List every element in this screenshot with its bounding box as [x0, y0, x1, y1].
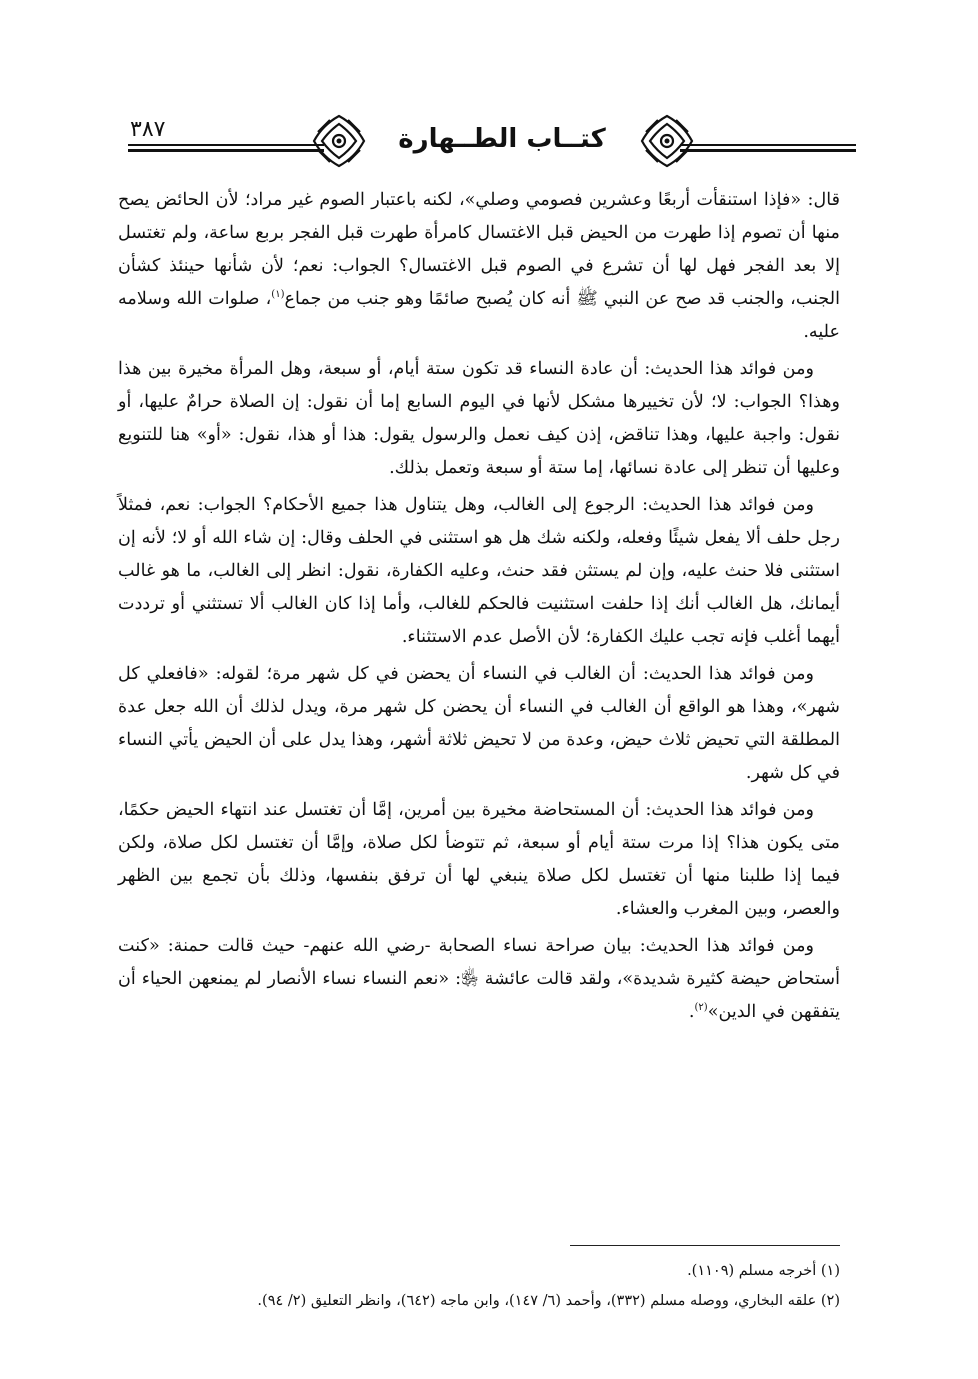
- footnote-ref-1: (١): [271, 289, 285, 301]
- paragraph-1: [118, 184, 840, 349]
- body-text: [118, 184, 840, 1029]
- footnotes: [118, 1256, 840, 1316]
- header-rule-right-thick: [680, 149, 856, 152]
- ornament-left-icon: [310, 112, 368, 170]
- page-number: ٣٨٧: [130, 117, 166, 142]
- footnote-ref-2: (٢): [694, 1002, 708, 1014]
- paragraph-2: ومن فوائد هذا الحديث: أن عادة النساء قد تكون ستة أيام، أو سبعة، وهل المرأة مخيرة بين هذا وهذا؟ الجواب: لا؛ لأن تخييرها مشكل لأنها في اليوم السابع إما أن نقول: إن الصلاة حرامٌ عليها، أو نقول: واجبة عليها، وهذا تناقض، إذن كيف نعمل والرسول يقول: هذا أو هذا، نقول: «أو» هنا للتنويع وعليها أن تنظر إلى عادة نسائها، إما ستة أو سبعة وتعمل بذلك.: [118, 359, 840, 478]
- paragraph-1-tail: ، صلوات الله وسلامه عليه.: [118, 289, 840, 342]
- header-rule-right: [680, 144, 856, 146]
- paragraph-5: ومن فوائد هذا الحديث: أن المستحاضة مخيرة بين أمرين، إمَّا أن تغتسل عند انتهاء الحيض حكمًا، متى يكون هذا؟ إذا مرت ستة أيام أو سبعة، ثم تتوضأ لكل صلاة، وإمَّا أن تغتسل لكل صلاة، ولكن فيما إذا طلبنا منها أن تغتسل لكل صلاة ينبغي لها أن ترفق بنفسها، وذلك بأن تجمع بين الظهر والعصر، وبين المغرب والعشاء.: [118, 800, 840, 919]
- paragraph-6-tail: .: [688, 1002, 695, 1022]
- ornament-right-icon: [638, 112, 696, 170]
- header-rule-left: [128, 144, 324, 146]
- paragraph-6-text: ومن فوائد هذا الحديث: بيان صراحة نساء الصحابة -رضي الله عنهم- حيث قالت حمنة: «كنت أستحاض حيضة كثيرة شديدة»، ولقد قالت عائشة ﵂: «نعم النساء نساء الأنصار لم يمنعهن الحياء أن يتفقهن في الدين»: [118, 936, 840, 1022]
- footnote-2: (٢) علقه البخاري، ووصله مسلم (٣٣٢)، وأحمد (٦/ ١٤٧)، وابن ماجه (٦٤٢)، وانظر التعليق (٢/ ٩٤).: [257, 1293, 840, 1309]
- paragraph-1-text: قال: «فإذا استنقأت أربعًا وعشرين فصومي وصلي»، لكنه باعتبار الصوم غير مراد؛ لأن الحائض يصح منها أن تصوم إذا طهرت من الحيض قبل الاغتسال كامرأة طهرت قبل الفجر بربع ساعة، ولم تغتسل إلا بعد الفجر فهل لها أن تشرع في الصوم قبل الاغتسال؟ الجواب: نعم؛ لأن شأنها حينئذ كشأن الجنب، والجنب قد صح عن النبي ﷺ أنه كان يُصبح صائمًا وهو جنب من جماع: [118, 190, 841, 309]
- footnote-1: (١) أخرجه مسلم (١١٠٩).: [687, 1263, 840, 1279]
- paragraph-4: ومن فوائد هذا الحديث: أن الغالب في النساء أن يحضن في كل شهر مرة؛ لقوله: «فافعلي كل شهر»، وهذا هو الواقع أن الغالب في النساء أن يحضن كل شهر مرة، ويدل لذلك أن الله جعل عدة المطلقة التي تحيض ثلاث حيض، وعدة من لا تحيض ثلاثة أشهر، وهذا يدل على أن الحيض يأتي النساء في كل شهر.: [118, 664, 840, 783]
- paragraph-6: [118, 930, 840, 1029]
- footnote-divider: [570, 1245, 840, 1246]
- paragraph-3: ومن فوائد هذا الحديث: الرجوع إلى الغالب، وهل يتناول هذا جميع الأحكام؟ الجواب: نعم، فمثلاً رجل حلف ألا يفعل شيئًا وفعله، ولكنه شك هل هو استثنى في الحلف وقال: إن شاء الله أو لا؛ لأنه إن استثنى فلا حنث عليه، وإن لم يستثن فقد حنث، وعليه الكفارة، نقول: انظر إلى الغالب، ما هو غالب أيمانك، هل الغالب أنك إذا حلفت استثنيت فالحكم للغالب، وأما إذا كان الغالب ألا تستثني أو ترددت أيهما أغلب فإنه تجب عليك الكفارة؛ لأن الأصل عدم الاستثناء.: [118, 495, 840, 647]
- book-title: كتــاب الطــهارة: [398, 124, 606, 154]
- header-rule-left-thick: [128, 149, 324, 152]
- page-header: [0, 112, 978, 172]
